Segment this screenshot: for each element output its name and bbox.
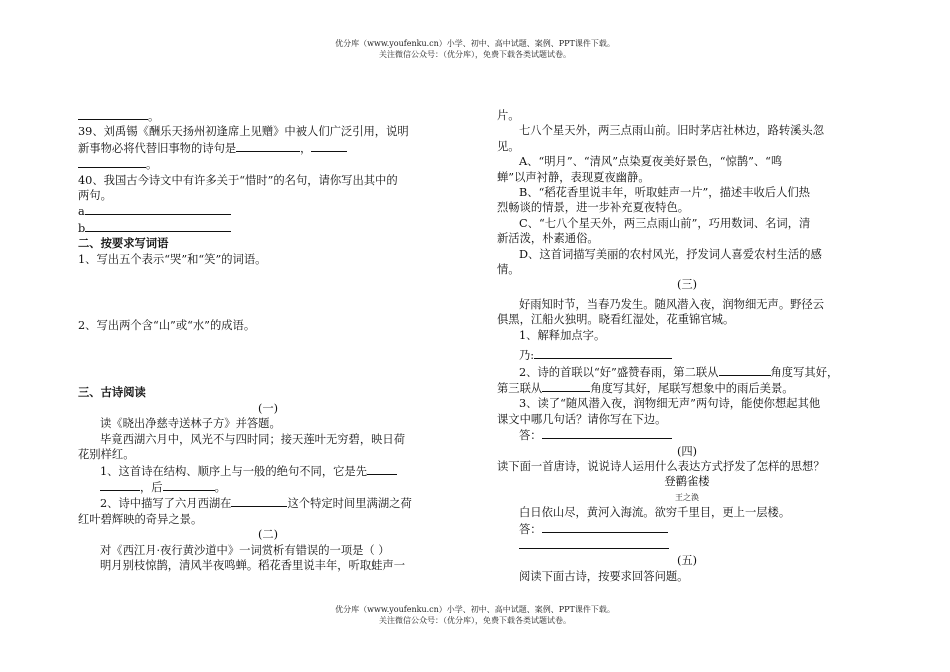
poem-3-line-2: 俱黑，江船火独明。晓看红湿处，花重锦官城。 xyxy=(497,313,735,327)
part-1-q1-line-2: ，后 。 xyxy=(78,479,458,495)
header-line-2: 关注微信公众号：（优分库），免费下载各类试题试卷。 xyxy=(379,50,571,59)
part-3-q1-char: 乃: xyxy=(497,347,877,363)
part-1-heading: (一) xyxy=(257,401,279,415)
q40-line-2: 两句。 xyxy=(78,189,112,203)
part-1-q2-line-1: 2、诗中描写了六月西湖在 这个特定时间里满湖之荷 xyxy=(100,497,412,511)
answer-blank[interactable] xyxy=(85,220,231,232)
answer-blank[interactable] xyxy=(163,479,215,491)
part-2-intro: 对《西江月·夜行黄沙道中》一词赏析有错误的一项是（ ） xyxy=(100,543,390,557)
part-5-intro: 阅读下面古诗，按要求回答问题。 xyxy=(519,569,689,583)
section-2-title: 二、按要求写词语 xyxy=(78,236,169,251)
footer-line-1: 优分库（www.youfenku.cn）小学、初中、高中试题、案例、PPT课件下载。 xyxy=(335,605,615,614)
poem-2-line-3: 七八个星天外，两三点雨山前。旧时茅店社林边，路转溪头忽 xyxy=(519,124,825,138)
answer-blank[interactable] xyxy=(236,140,300,152)
part-3-q3-line-2: 课文中哪几句话？请你写在下边。 xyxy=(497,412,667,426)
poem-2-line-1: 明月别枝惊鹊，清风半夜鸣蝉。稻花香里说丰年，听取蛙声一 xyxy=(100,558,406,572)
poem-4-title: 登鹳雀楼 xyxy=(664,475,710,489)
part-3-q3-line-1: 3、读了“随风潜入夜，润物细无声”两句诗，能使你想起其他 xyxy=(519,397,821,411)
option-c-line-1: C、“七八个星天外，两三点雨山前”，巧用数词、名词，清 xyxy=(519,216,811,230)
part-4-answer: 答： xyxy=(497,521,877,537)
answer-blank[interactable] xyxy=(719,364,771,376)
q40-answer-a: a xyxy=(78,203,458,219)
part-3-q2-line-2: 第三联从 角度写其好，尾联写想象中的雨后美景。 xyxy=(497,381,794,395)
header-line-1: 优分库（www.youfenku.cn）小学、初中、高中试题、案例、PPT课件下载。 xyxy=(335,39,615,48)
section-3-title: 三、古诗阅读 xyxy=(78,385,146,400)
poem-4-author: 王之涣 xyxy=(675,492,699,502)
option-d-line-2: 情。 xyxy=(497,263,520,277)
page-footer xyxy=(0,604,950,626)
part-1-q2-line-2: 红叶碧辉映的奇异之景。 xyxy=(78,512,203,526)
part-4-heading: (四) xyxy=(676,444,698,458)
q38-answer-line: 。 xyxy=(78,108,458,124)
part-2-heading: (二) xyxy=(257,528,279,542)
poem-2-line-4: 见。 xyxy=(497,139,520,153)
part-3-answer: 答： xyxy=(497,427,877,443)
part-1-q1-line-1: 1、这首诗在结构、顺序上与一般的绝句不同，它是先 xyxy=(78,463,458,479)
answer-blank[interactable] xyxy=(78,156,146,168)
answer-blank[interactable] xyxy=(542,521,668,533)
q39-line-1: 39、刘禹锡《酬乐天扬州初逢席上见赠》中被人们广泛引用，说明 xyxy=(78,125,409,139)
answer-blank[interactable] xyxy=(231,495,287,507)
part-3-heading: (三) xyxy=(676,278,698,292)
answer-blank[interactable] xyxy=(311,140,347,152)
part-4-answer-line-2 xyxy=(497,537,877,553)
answer-blank[interactable] xyxy=(78,108,148,120)
poem-1-line-1: 毕竟西湖六月中，风光不与四时同；接天莲叶无穷碧，映日荷 xyxy=(100,432,406,446)
part-1-intro: 读《晓出净慈寺送林子方》并答题。 xyxy=(100,417,281,431)
footer-line-2: 关注微信公众号：（优分库），免费下载各类试题试卷。 xyxy=(379,616,571,625)
section-2-question-2: 2、写出两个含“山”或“水”的成语。 xyxy=(78,319,256,333)
answer-blank[interactable] xyxy=(85,203,231,215)
q40-line-1: 40、我国古今诗文中有许多关于“惜时”的名句，请你写出其中的 xyxy=(78,173,398,187)
option-d-line-1: D、这首词描写美丽的农村风光，抒发词人喜爱农村生活的感 xyxy=(519,247,822,261)
poem-4-text: 白日依山尽，黄河入海流。欲穷千里目，更上一层楼。 xyxy=(519,506,791,520)
option-a-line-2: 蝉”以声衬静，表现夏夜幽静。 xyxy=(497,170,650,184)
option-b-line-2: 烈畅谈的情景，进一步补充夏夜特色。 xyxy=(497,201,690,215)
q39-line-2: 新事物必将代替旧事物的诗句是 ， xyxy=(78,140,458,156)
part-4-intro: 读下面一首唐诗，说说诗人运用什么表达方式抒发了怎样的思想？ xyxy=(497,459,825,473)
answer-blank[interactable] xyxy=(519,537,669,549)
answer-blank[interactable] xyxy=(100,479,140,491)
part-3-q1: 1、解释加点字。 xyxy=(519,328,606,342)
page-header xyxy=(0,38,950,60)
q40-answer-b: b xyxy=(78,220,458,236)
left-column xyxy=(78,108,458,573)
answer-blank[interactable] xyxy=(542,380,590,392)
option-c-line-2: 新活泼，朴素通俗。 xyxy=(497,232,599,246)
section-2-question-1: 1、写出五个表示“哭”和“笑”的词语。 xyxy=(78,252,267,266)
part-3-q2-line-1: 2、诗的首联以“好”盛赞春雨，第二联从 角度写其好， xyxy=(519,365,839,379)
part-5-heading: (五) xyxy=(676,554,698,568)
option-b-line-1: B、“稻花香里说丰年，听取蛙声一片”，描述丰收后人们热 xyxy=(519,186,810,200)
poem-1-line-2: 花别样红。 xyxy=(78,448,135,462)
poem-2-line-2: 片。 xyxy=(497,109,520,122)
answer-blank[interactable] xyxy=(367,463,397,475)
answer-blank[interactable] xyxy=(542,427,672,439)
option-a-line-1: A、“明月”、“清风”点染夏夜美好景色，“惊鹊”、“鸣 xyxy=(519,155,783,169)
right-column xyxy=(497,108,877,584)
answer-blank[interactable] xyxy=(534,347,672,359)
q39-line-3: 。 xyxy=(78,156,458,172)
poem-3-line-1: 好雨知时节，当春乃发生。随风潜入夜，润物细无声。野径云 xyxy=(519,297,825,311)
